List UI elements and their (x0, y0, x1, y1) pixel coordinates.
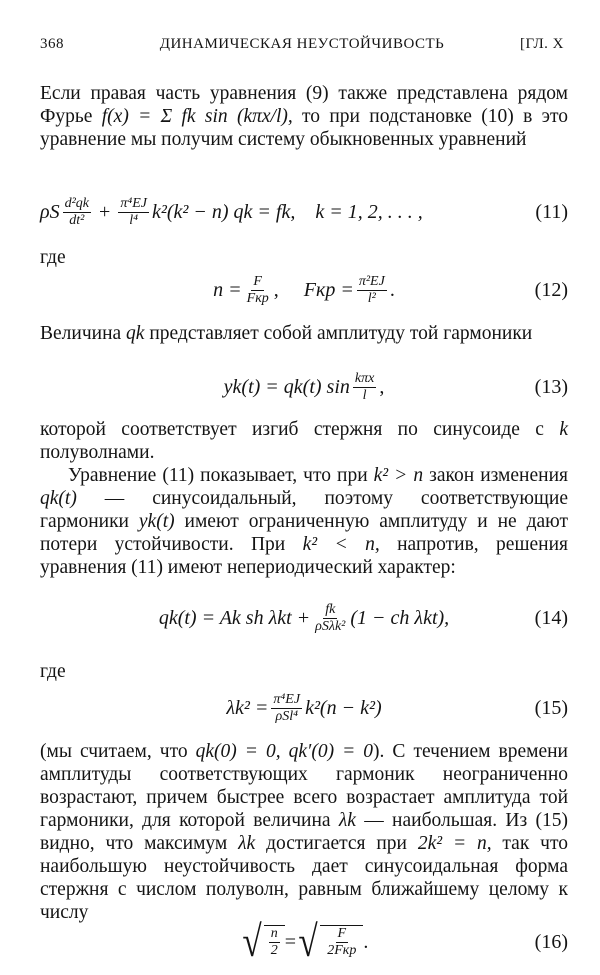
equation-16: √ $\frac{n}{2}$ = √ $\frac{F}{\text{2Fкр}}$ . (16) (40, 920, 568, 964)
eq12-frac-1: $\frac{F}{\text{Fкр}}$ (246, 273, 269, 306)
equation-13: yk(t) = qk(t) sin $\frac{\text{kπx}}{l}$ , (13) (40, 365, 568, 409)
running-title: ДИНАМИЧЕСКАЯ НЕУСТОЙЧИВОСТЬ (159, 36, 445, 52)
paragraph-3: которой соответствует изгиб стержня по синусоиде с k полуволнами. (40, 419, 568, 463)
eq12-frac-2: $\frac{\text{π²EJ}}{\text{l²}}$ (358, 273, 385, 306)
equation-12: n = $\frac{F}{\text{Fкр}}$ , Fкр = $\frac{\text{π²EJ}}{\text{l²}}$ . (12) (40, 268, 568, 312)
eq14-frac: $\frac{fk}{\text{ρSλk²}}$ (315, 601, 346, 634)
chapter-label: [ГЛ. X (519, 36, 564, 52)
eq11-range: k = 1, 2, . . . , (315, 200, 423, 223)
where-1: где (40, 247, 66, 268)
eq11-frac-1: $\frac{\text{d²qk}}{\text{dt²}}$ (64, 195, 90, 228)
eq16-number: (16) (534, 930, 568, 953)
paragraph-1 (40, 82, 568, 151)
eq13-frac: $\frac{\text{kπx}}{l}$ (354, 370, 375, 403)
paragraph-5: (мы считаем, что qk(0) = 0, qk′(0) = 0). С течением времени амплитуды соответствующих гармоник неограниченно возрастают, причем быстрее всего возрастает амплитуда той гармоники, для которой величина λk — наибольшая. Из (15) видно, что максимум λk достигается при 2k² = n, так что наибольшую неустойчивость дает синусоидальная форма стержня с числом полуволн, равным ближайшему целому к числу (40, 741, 568, 923)
paragraph-2: Величина qk представляет собой амплитуду той гармоники (40, 323, 533, 344)
paragraph-4: Уравнение (11) показывает, что при k² > n закон изменения qk(t) — синусоидальный, поэтому соответствующие гармоники yk(t) имеют ограниченную амплитуду и не дают потери устойчивости. При k² < n, напротив, решения уравнения (11) имеют непериодический характер: (40, 465, 568, 578)
running-header (40, 36, 564, 58)
equation-15: λk² = $\frac{\text{π⁴EJ}}{\text{ρSl⁴}}$ k²(n − k²) (15) (40, 686, 568, 730)
page-number: 368 (40, 36, 64, 52)
eq11-rho-s: ρS (40, 200, 60, 223)
eq11-number: (11) (535, 200, 568, 223)
para1-text-1: Если правая часть уравнения (9) также представлена рядом Фурье (40, 83, 568, 127)
equation-14: qk(t) = Ak sh λkt + $\frac{fk}{\text{ρSλk²}}$ (1 − ch λkt), (14) (40, 596, 568, 640)
equation-11: ρS $\frac{\text{d²qk}}{\text{dt²}}$ + $\frac{\text{π⁴EJ}}{\text{l⁴}}$ k²(k² − n) qk = fk, k = 1, 2, . . . , (11) (40, 190, 568, 234)
sqrt-2: √ $\frac{F}{\text{2Fкр}}$ (296, 920, 363, 964)
eq11-frac-2: $\frac{\text{π⁴EJ}}{\text{l⁴}}$ (120, 195, 147, 228)
eq14-number: (14) (534, 606, 568, 629)
eq12-number: (12) (534, 278, 568, 301)
eq15-frac: $\frac{\text{π⁴EJ}}{\text{ρSl⁴}}$ (273, 691, 301, 724)
para1-text-2: то при подстановке (10) в это уравнение мы получим систему обыкновенных уравнений (40, 106, 568, 150)
fourier-formula: f(x) = Σ fk sin (kπx/l), (101, 106, 293, 127)
sqrt-1: √ $\frac{n}{2}$ (240, 920, 285, 964)
eq11-rest: k²(k² − n) qk = fk, (151, 200, 296, 223)
eq15-number: (15) (534, 696, 568, 719)
eq13-number: (13) (534, 375, 568, 398)
where-2: где (40, 661, 66, 682)
